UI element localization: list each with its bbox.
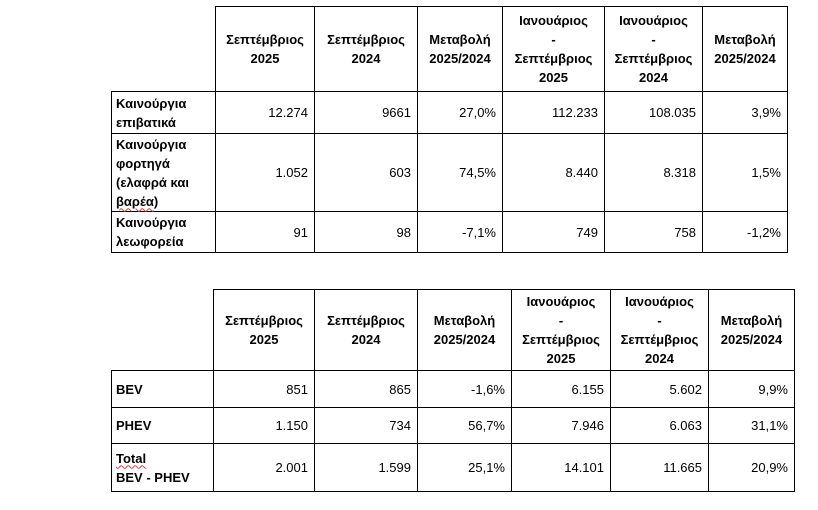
row-label-text: Καινούργια φορτηγά (ελαφρά και [116, 136, 189, 190]
table-cell: 20,9% [709, 444, 795, 492]
table-cell: 91 [216, 212, 315, 253]
table-cell: 6.063 [611, 408, 709, 444]
row-label: PHEV [112, 408, 214, 444]
column-header: Σεπτέμβριος 2024 [315, 7, 418, 92]
table-cell: 8.440 [503, 134, 605, 212]
table-cell: -7,1% [418, 212, 503, 253]
row-label [112, 444, 214, 492]
row-label: BEV [112, 371, 214, 408]
table-cell: 27,0% [418, 92, 503, 134]
table-cell: 2.001 [214, 444, 315, 492]
table-cell: 6.155 [512, 371, 611, 408]
column-header: Μεταβολή 2025/2024 [418, 290, 512, 371]
table-cell: 851 [214, 371, 315, 408]
column-header: Ιανουάριος - Σεπτέμβριος 2024 [605, 7, 703, 92]
table-row [112, 92, 788, 134]
table-row [112, 408, 795, 444]
table-cell: 865 [315, 371, 418, 408]
table-cell: 3,9% [703, 92, 788, 134]
table-cell: 758 [605, 212, 703, 253]
table-header-row [112, 7, 788, 92]
table-cell: 74,5% [418, 134, 503, 212]
table-cell: 9,9% [709, 371, 795, 408]
row-label-close: ) [153, 193, 159, 209]
table-cell: 12.274 [216, 92, 315, 134]
table-row [112, 212, 788, 253]
table-cell: -1,2% [703, 212, 788, 253]
header-corner [112, 7, 216, 92]
table-cell: 14.101 [512, 444, 611, 492]
table-cell: 1.599 [315, 444, 418, 492]
header-corner [112, 290, 214, 371]
column-header: Ιανουάριος - Σεπτέμβριος 2025 [512, 290, 611, 371]
table-header-row [112, 290, 795, 371]
table-cell: 1.052 [216, 134, 315, 212]
table-cell: 11.665 [611, 444, 709, 492]
column-header: Σεπτέμβριος 2024 [315, 290, 418, 371]
row-label-head: Total [116, 450, 147, 466]
table-cell: 25,1% [418, 444, 512, 492]
table-cell: 603 [315, 134, 418, 212]
column-header: Σεπτέμβριος 2025 [214, 290, 315, 371]
column-header: Ιανουάριος - Σεπτέμβριος 2025 [503, 7, 605, 92]
table-cell: 98 [315, 212, 418, 253]
table-cell: 8.318 [605, 134, 703, 212]
table-cell: -1,6% [418, 371, 512, 408]
table-cell: 1.150 [214, 408, 315, 444]
table-cell: 1,5% [703, 134, 788, 212]
table-cell: 5.602 [611, 371, 709, 408]
table-cell: 108.035 [605, 92, 703, 134]
column-header: Μεταβολή 2025/2024 [709, 290, 795, 371]
row-label-tail: βαρέα [116, 193, 154, 209]
row-label: Καινούργια λεωφορεία [112, 212, 216, 253]
row-label [112, 134, 216, 212]
table-cell: 9661 [315, 92, 418, 134]
table-row [112, 444, 795, 492]
table-cell: 112.233 [503, 92, 605, 134]
table-cell: 7.946 [512, 408, 611, 444]
sales-table [111, 6, 788, 253]
table-row [112, 371, 795, 408]
column-header: Σεπτέμβριος 2025 [216, 7, 315, 92]
table-cell: 56,7% [418, 408, 512, 444]
column-header: Μεταβολή 2025/2024 [703, 7, 788, 92]
table-cell: 749 [503, 212, 605, 253]
column-header: Μεταβολή 2025/2024 [418, 7, 503, 92]
table-cell: 31,1% [709, 408, 795, 444]
table-row [112, 134, 788, 212]
ev-sales-table [111, 289, 795, 492]
row-label-text: BEV - PHEV [116, 469, 190, 485]
table-cell: 734 [315, 408, 418, 444]
row-label: Καινούργια επιβατικά [112, 92, 216, 134]
column-header: Ιανουάριος - Σεπτέμβριος 2024 [611, 290, 709, 371]
